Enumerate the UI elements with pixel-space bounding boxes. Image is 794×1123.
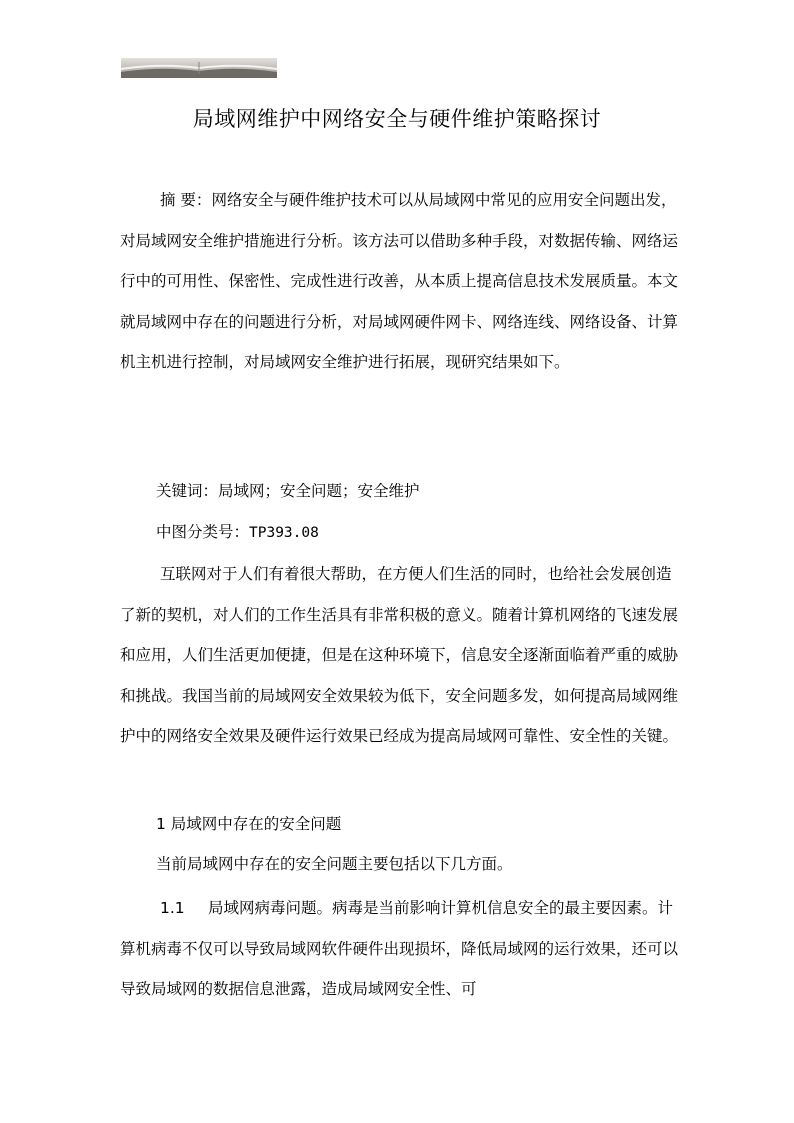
open-book-icon	[121, 58, 277, 78]
section-heading: 1 局域网中存在的安全问题	[156, 815, 342, 833]
abstract-text: 网络安全与硬件维护技术可以从局域网中常见的应用安全问题出发，对局域网安全维护措施进行分析。该方法可以借助多种手段，对数据传输、网络运行中的可用性、保密性、完成性进行改善，从本质上提高信息技术发展质量。本文就局域网中存在的问题进行分析，对局域网硬件网卡、网络连线、网络设备、计算机主机进行控制，对局域网安全维护进行拓展，现研究结果如下。	[120, 191, 679, 372]
abstract-label: 摘 要：	[160, 191, 212, 209]
subsection-paragraph	[120, 888, 680, 1010]
subsection-text: 局域网病毒问题。病毒是当前影响计算机信息安全的最主要因素。计算机病毒不仅可以导致局域网软件硬件出现损坏，降低局域网的运行效果，还可以导致局域网的数据信息泄露，造成局域网安全性、可	[120, 899, 679, 999]
keywords-line: 关键词：局域网；安全问题；安全维护	[156, 482, 420, 500]
classification-line	[156, 520, 319, 545]
intro-paragraph: 互联网对于人们有着很大帮助，在方便人们生活的同时，也给社会发展创造了新的契机，对人们的工作生活具有非常积极的意义。随着计算机网络的飞速发展和应用，人们生活更加便捷，但是在这种环境下，信息安全逐渐面临着严重的威胁和挑战。我国当前的局域网安全效果较为低下，安全问题多发，如何提高局域网维护中的网络安全效果及硬件运行效果已经成为提高局域网可靠性、安全性的关键。	[120, 565, 679, 746]
section-intro: 当前局域网中存在的安全问题主要包括以下几方面。	[156, 855, 513, 873]
page-title: 局域网维护中网络安全与硬件维护策略探讨	[192, 107, 602, 131]
classification-label: 中图分类号：	[156, 523, 250, 541]
subsection-number: 1.1	[160, 899, 185, 917]
abstract-paragraph	[120, 180, 680, 383]
classification-code: TP393.08	[249, 525, 319, 541]
